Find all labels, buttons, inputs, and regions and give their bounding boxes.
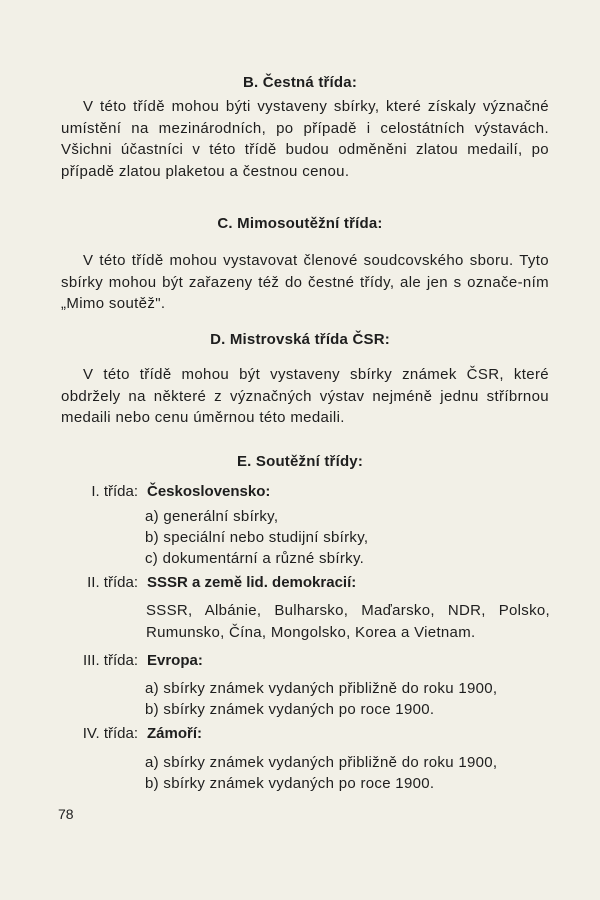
class-row-4 — [0, 725, 600, 747]
paragraph-d — [61, 364, 549, 429]
list-item: b) sbírky známek vydaných po roce 1900. — [145, 775, 435, 792]
class-label: III. třída: — [82, 652, 138, 669]
list-item: c) dokumentární a různé sbírky. — [145, 550, 365, 567]
class-label: II. třída: — [87, 574, 138, 591]
class-body: SSSR, Albánie, Bulharsko, Maďarsko, NDR, Polsko, Rumunsko, Čína, Mongolsko, Korea a Vietnam. — [146, 602, 550, 641]
class-label: I. třída: — [91, 483, 138, 500]
list-item: a) generální sbírky, — [145, 508, 279, 525]
heading-d: D. Mistrovská třída ČSR: — [210, 331, 390, 348]
paragraph-c-text: V této třídě mohou vystavovat členové soudcovského sboru. Tyto sbírky mohou být zařazeny též do čestné třídy, ale jen s označe-ním „Mimo soutěž". — [61, 252, 549, 313]
heading-c: C. Mimosoutěžní třída: — [217, 215, 383, 232]
page-number: 78 — [58, 806, 74, 822]
class-row-2 — [0, 574, 600, 596]
class-row-1 — [0, 483, 600, 505]
heading-b: B. Čestná třída: — [242, 74, 358, 91]
list-item: b) sbírky známek vydaných po roce 1900. — [145, 701, 435, 718]
class-name: SSSR a země lid. demokracií: — [147, 574, 357, 591]
list-item: a) sbírky známek vydaných přibližně do roku 1900, — [145, 680, 498, 697]
list-item: a) sbírky známek vydaných přibližně do roku 1900, — [145, 754, 498, 771]
heading-e: E. Soutěžní třídy: — [236, 453, 364, 470]
class-row-3 — [0, 652, 600, 674]
class-name: Československo: — [147, 483, 271, 500]
paragraph-c — [61, 250, 549, 315]
class-label: IV. třída: — [82, 725, 138, 742]
paragraph-b-text: V této třídě mohou býti vystaveny sbírky, které získaly význačné umístění na mezinárodních, po případě i celostátních výstavách. Všichni účastníci v této třídě budou odměněni zlatou medailí, po případě zlatou plaketou a čestnou cenou. — [61, 98, 549, 180]
list-item: b) speciální nebo studijní sbírky, — [145, 529, 369, 546]
paragraph-d-text: V této třídě mohou být vystaveny sbírky známek ČSR, které obdržely na některé z význačných výstav nejméně jednu stříbrnou medaili nebo cenu úměrnou této medaili. — [61, 366, 549, 427]
class-name: Evropa: — [147, 652, 203, 669]
class-name: Zámoří: — [147, 725, 203, 742]
paragraph-b — [61, 96, 549, 182]
